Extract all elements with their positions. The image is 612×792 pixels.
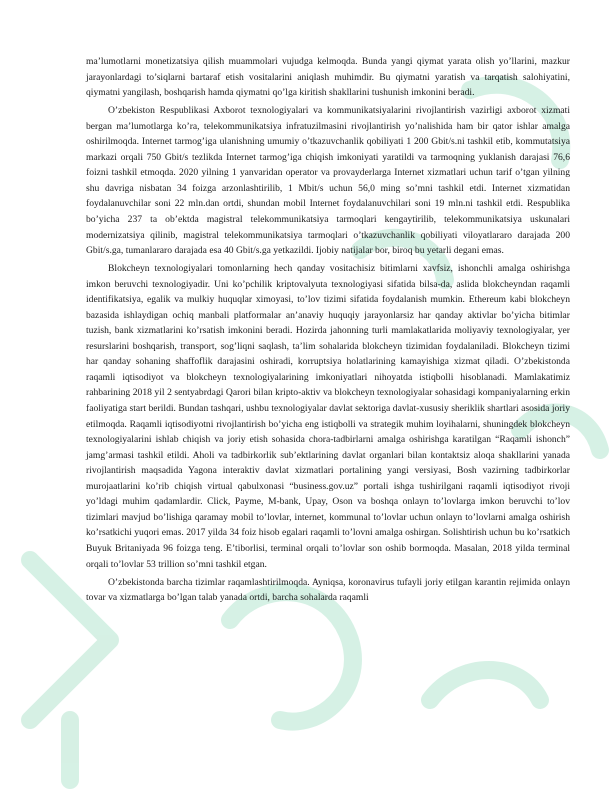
- paragraph-digitalization: O’zbekistonda barcha tizimlar raqamlashtirilmoqda. Ayniqsa, koronavirus tufayli joriy etilgan karantin rejimida onlayn tovar va xizmatlarga bo’lgan talab yanada ortdi, barcha sohalarda raqamli: [86, 576, 570, 604]
- paragraph-monetization: ma’lumotlarni monetizatsiya qilish muammolari vujudga kelmoqda. Bunda yangi qiymat yarata olish yo’llarini, mazkur jarayonlardagi to’siqlarni bartaraf etish vositalarini aniqlash muhimdir. Bu qiymatni yaratish va tarqatish salohiyatini, qiymatni yangilash, boshqarish hamda qiymatni qo’lga kiritish shakllarini tushunish imkonini beradi.: [86, 56, 570, 99]
- paragraph-blockchain: Blokcheyn texnologiyalari tomonlarning hech qanday vositachisiz bitimlarni xavfsiz, ishonchli amalga oshirishga imkon beruvchi texnologiyadir. Uni ko’pchilik kriptovalyuta texnologiyasi sifatida bilsa-da, aslida blokcheyndan raqamli identifikatsiya, egalik va mulkiy huquqlar ximoyasi, to’lov tizimi sifatida foydalanish mumkin. Ethereum kabi blokcheyn bazasida ishlaydigan ochiq manbali platformalar an’anaviy huquqiy jarayonlarsiz har qanday aktivlar bo’yicha bitimlar tuzish, bank xizmatlarini ko’rsatish imkonini beradi. Hozirda jahonning turli mamlakatlarida moliyaviy texnologiyalar, yer resurslarini boshqarish, transport, sog’liqni saqlash, ta’lim sohalarida blokcheyn tizimidan foydalaniladi. Blokcheyn tizimi har qanday sohaning shaffoflik darajasini oshiradi, korruptsiya holatlarining kamayishiga xizmat qiladi. O’zbekistonda raqamli iqtisodiyot va blokcheyn texnologiyalarining imkoniyatlari nihoyatda istiqbolli hisoblanadi. Mamlakatimiz rahbarining 2018 yil 2 sentyabrdagi Qarori bilan kripto-aktiv va blokcheyn texnologiyalar sohasidagi kompaniyalarning erkin faoliyatiga start berildi. Bundan tashqari, ushbu texnologiyalar davlat sektoriga davlat-xususiy sheriklik shartlari asosida joriy etilmoqda. Raqamli iqtisodiyotni rivojlantirish bo’yicha eng istiqbolli va strategik muhim loyihalarni, shuningdek blokcheyn texnologiyalarini ishlab chiqish va joriy etish sohasida chora-tadbirlarni amalga oshirishga karatilgan “Raqamli ishonch” jamg’armasi tashkil etildi. Aholi va tadbirkorlik sub’ektlarining davlat organlari bilan kontaktsiz aloqa shakllarini yanada rivojlantirish maqsadida Yagona interaktiv davlat xizmatlari portalining yangi versiyasi, Bosh vazirning tadbirkorlar murojaatlarini ko’rib chiqish virtual qabulxonasi “business.gov.uz” portali ishga tushirilgani raqamli iqtisodiyot rivoji yo’ldagi muhim qadamlardir. Click, Payme, M-bank, Upay, Oson va boshqa onlayn to’lovlarga imkon beruvchi to’lov tizimlari mavjud bo’lishiga qaramay mobil to’lovlar, internet, kommunal to’lovlar uchun onlayn to’lovlarni amalga oshirish ko’rsatkichi yuqori emas. 2017 yilda 34 foiz hisob egalari raqamli to’lovni amalga oshirgan. Solishtirish uchun bu ko’rsatkich Buyuk Britaniyada 96 foizga teng. E’tiborlisi, terminal orqali to’lovlar son oshib bormoqda. Masalan, 2018 yilda terminal orqali to’lovlar 53 trillion so’mni tashkil etgan.: [86, 263, 570, 570]
- paragraph-telecom-infrastructure: O’zbekiston Respublikasi Axborot texnologiyalari va kommunikatsiyalarini rivojlantirish vazirligi axborot xizmati bergan ma’lumotlarga ko’ra, telekommunikatsiya infratuzilmasini rivojlantirish yo’nalishida ham bir qator ishlar amalga oshirilmoqda. Internet tarmog’iga ulanishning umumiy o’tkazuvchanlik qobiliyati 1 200 Gbit/s.ni tashkil etib, kommutatsiya markazi orqali 750 Gbit/s tezlikda Internet tarmog’iga chiqish imkoniyati yaratildi va tarmoqning yuklanish darajasi 76,6 foizni tashkil etmoqda. 2020 yilning 1 yanvaridan operator va provayderlarga Internet xizmatlari uchun tarif o’tgan yilning shu davriga nisbatan 34 foizga arzonlashtirilib, 1 Mbit/s uchun 56,0 ming so’mni tashkil etdi. Internet xizmatidan foydalanuvchilar soni 22 mln.dan ortdi, shundan mobil Internet foydalanuvchilari soni 19 mln.ni tashkil etdi. Respublika bo’yicha 237 ta ob’ektda magistral telekommunikatsiya tarmoqlari kengaytirilib, telekommunikatsiya uskunalari modernizatsiya qilinib, magistral telekommunikatsiya tarmoqlari o’tkazuvchanlik qobiliyati viloyatlararo darajada 200 Gbit/s.ga, tumanlararo darajada esa 40 Gbit/s.ga yetkazildi. Ijobiy natijalar bor, biroq bu yetarli degani emas.: [86, 105, 570, 257]
- document-page: [86, 54, 570, 608]
